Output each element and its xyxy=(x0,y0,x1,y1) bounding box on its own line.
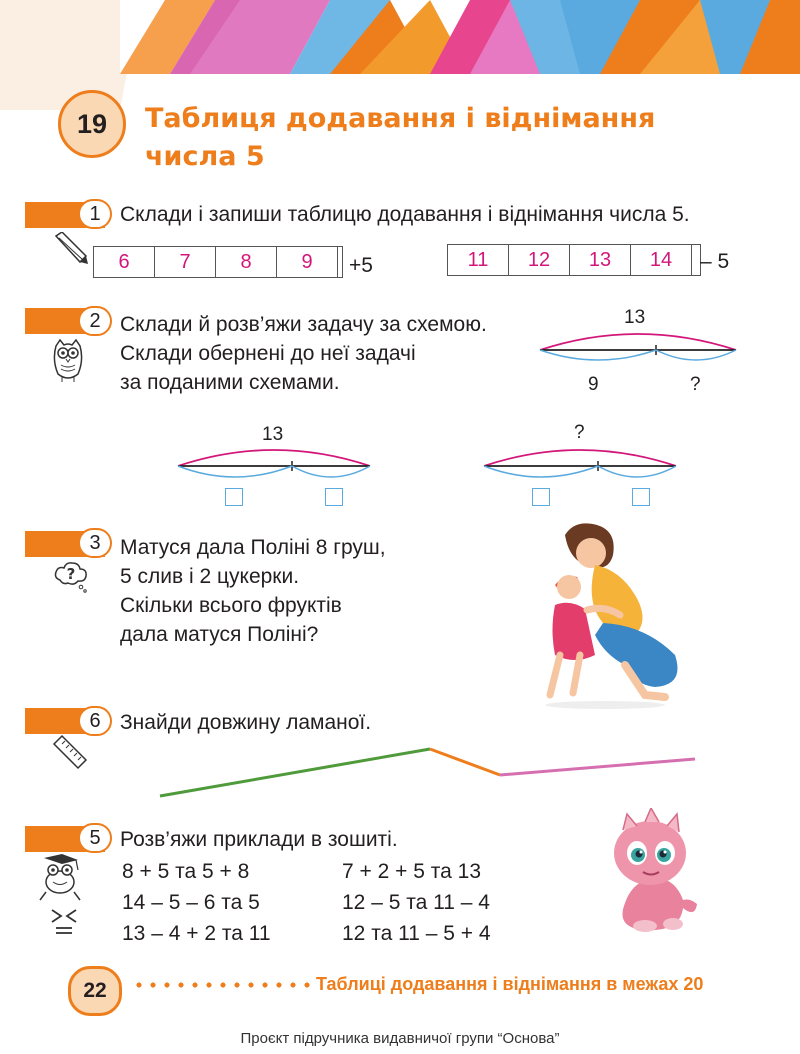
question-cloud-icon xyxy=(52,560,92,594)
sub-operator: – 5 xyxy=(700,250,730,273)
footer-dotted-line xyxy=(132,981,310,989)
lesson-title-line1: Таблиця додавання і віднімання xyxy=(145,103,656,134)
task2-line: Склади обернені до неї задачі xyxy=(120,342,416,365)
scheme-main-right: ? xyxy=(690,374,701,395)
page-number-badge: 22 xyxy=(68,966,122,1016)
example-item: 14 – 5 – 6 та 5 xyxy=(122,891,260,914)
answer-box[interactable] xyxy=(632,488,650,506)
ruler-icon xyxy=(52,734,88,770)
dinosaur-illustration xyxy=(605,808,700,933)
example-item: 12 – 5 та 11 – 4 xyxy=(342,891,490,914)
table-cell: 7 xyxy=(155,247,216,277)
task5-right-column xyxy=(342,856,491,949)
frog-icon xyxy=(36,852,86,904)
task2-line: за поданими схемами. xyxy=(120,371,340,394)
task3-line: Скільки всього фруктів xyxy=(120,594,342,617)
table-cell: 6 xyxy=(94,247,155,277)
task-number: 1 xyxy=(78,199,112,229)
addition-table xyxy=(93,246,343,278)
subtraction-table xyxy=(447,244,701,276)
answer-box[interactable] xyxy=(325,488,343,506)
scheme-b-top: ? xyxy=(574,422,585,443)
header-banner xyxy=(0,0,800,110)
task-number: 6 xyxy=(78,706,112,736)
task-number: 2 xyxy=(78,306,112,336)
example-item: 13 – 4 + 2 та 11 xyxy=(122,922,271,945)
example-item: 8 + 5 та 5 + 8 xyxy=(122,860,250,883)
pencil-icon xyxy=(52,232,88,264)
comparison-icon xyxy=(48,906,80,936)
answer-box[interactable] xyxy=(532,488,550,506)
task-number: 5 xyxy=(78,823,112,853)
example-item: 7 + 2 + 5 та 13 xyxy=(342,860,481,883)
scheme-main xyxy=(536,326,740,366)
lesson-title-line2: числа 5 xyxy=(145,141,265,172)
table-cell-empty xyxy=(692,245,700,275)
scheme-b xyxy=(480,440,680,482)
task6-text: Знайди довжину ламаної. xyxy=(120,711,372,734)
task3-line: 5 слив і 2 цукерки. xyxy=(120,565,300,588)
lesson-number-badge: 19 xyxy=(58,90,126,158)
task5-text: Розв’яжи приклади в зошиті. xyxy=(120,828,398,851)
table-cell: 13 xyxy=(570,245,631,275)
lesson-title xyxy=(145,100,655,176)
mother-daughter-illustration xyxy=(525,515,685,710)
owl-icon xyxy=(50,338,86,384)
example-item: 12 та 11 – 5 + 4 xyxy=(342,922,491,945)
scheme-a-top: 13 xyxy=(262,424,284,445)
table-cell: 14 xyxy=(631,245,692,275)
scheme-main-left: 9 xyxy=(588,374,599,395)
polyline-figure xyxy=(150,740,710,810)
task5-left-column xyxy=(122,856,271,949)
task3-line: дала матуся Поліні? xyxy=(120,623,319,646)
task2-line: Склади й розв’яжи задачу за схемою. xyxy=(120,313,487,336)
scheme-main-top: 13 xyxy=(624,307,646,328)
task2-text xyxy=(120,310,487,397)
task3-line: Матуся дала Поліні 8 груш, xyxy=(120,536,386,559)
table-cell-empty xyxy=(338,247,342,277)
svg-text:?: ? xyxy=(66,565,76,583)
table-cell: 11 xyxy=(448,245,509,275)
task3-text xyxy=(120,533,386,649)
task-number: 3 xyxy=(78,528,112,558)
table-cell: 9 xyxy=(277,247,338,277)
footer-project-note: Проєкт підручника видавничої групи “Основа” xyxy=(240,1030,560,1047)
table-cell: 8 xyxy=(216,247,277,277)
add-operator: +5 xyxy=(349,254,373,277)
task1-text: Склади і запиши таблицю додавання і віднімання числа 5. xyxy=(120,203,690,226)
footer-section-title: Таблиці додавання і віднімання в межах 20 xyxy=(316,974,704,994)
table-cell: 12 xyxy=(509,245,570,275)
answer-box[interactable] xyxy=(225,488,243,506)
